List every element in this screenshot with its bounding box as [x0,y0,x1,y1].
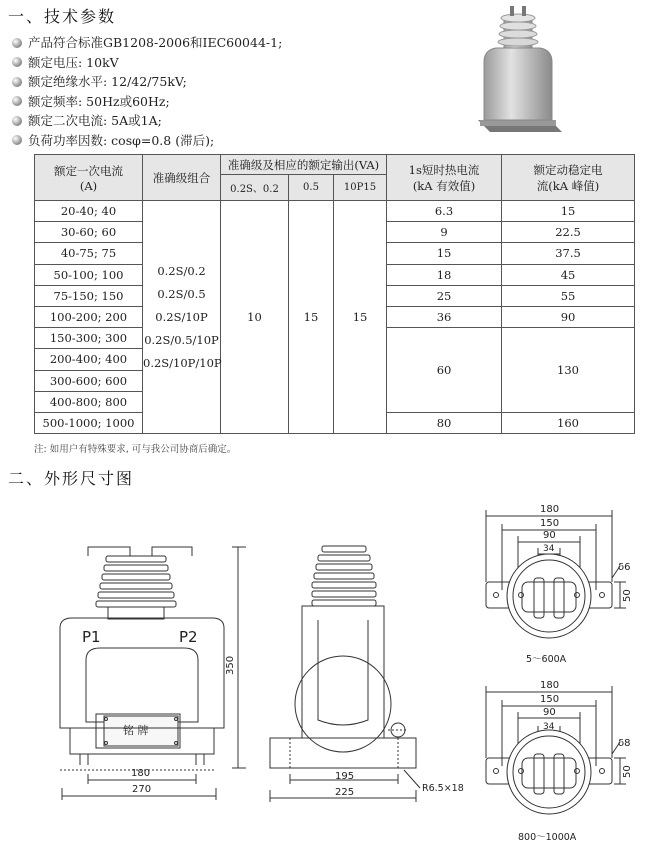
cell-output-10p15: 15 [334,201,387,434]
cell-thermal: 60 [387,328,502,413]
cell-current: 50-100; 100 [35,264,143,285]
header-dynamic: 额定动稳定电 流(kA 峰值) [502,155,635,201]
top1-dim-150: 150 [540,518,560,529]
cell-current: 300-600; 600 [35,370,143,391]
cell-dynamic: 55 [502,285,635,306]
cell-dynamic: 160 [502,412,635,433]
p1-label: P1 [82,628,101,646]
spec-item: 额定电压: 10kV [12,53,282,73]
top1-dim-180: 180 [540,504,560,515]
header-thermal: 1s短时热电流 (kA 有效值) [387,155,502,201]
dim-350: 350 [225,655,236,675]
cell-dynamic: 22.5 [502,222,635,243]
cell-dynamic: 15 [502,201,635,222]
dimension-drawing [0,490,645,856]
cell-thermal: 6.3 [387,201,502,222]
spec-item: 额定绝缘水平: 12/42/75kV; [12,72,282,92]
cell-current: 75-150; 150 [35,285,143,306]
bullet-icon [12,135,22,145]
cell-dynamic: 45 [502,264,635,285]
section-title-specs: 一、技术参数 [8,7,117,26]
spec-list [12,33,282,150]
top-view-600a [486,510,626,638]
cell-current: 500-1000; 1000 [35,412,143,433]
cell-current: 20-40; 40 [35,201,143,222]
spec-item: 负荷功率因数: cosφ=0.8 (滞后); [12,131,282,151]
spec-item: 额定二次电流: 5A或1A; [12,111,282,131]
bullet-icon [12,77,22,87]
bullet-icon [12,96,22,106]
nameplate-label: 铭 牌 [123,724,149,737]
top2-dim-50: 50 [622,765,633,778]
table-note: 注: 如用户有特殊要求, 可与我公司协商后确定。 [34,444,237,455]
top2-thickness: δ8 [618,738,631,749]
cell-current: 150-300; 300 [35,328,143,349]
cell-dynamic: 90 [502,306,635,327]
cell-thermal: 25 [387,285,502,306]
subheader-10p15: 10P15 [334,175,387,201]
cell-dynamic: 130 [502,328,635,413]
cell-current: 30-60; 60 [35,222,143,243]
cell-thermal: 15 [387,243,502,264]
cell-current: 400-800; 800 [35,391,143,412]
dim-225: 225 [335,787,355,798]
side-view [270,546,416,768]
dim-180: 180 [131,768,151,779]
bullet-icon [12,57,22,67]
caption-600a: 5～600A [526,654,567,665]
top1-thickness: δ6 [618,562,631,573]
section-title-drawing: 二、外形尺寸图 [8,469,135,488]
header-combo: 准确级组合 [143,155,221,201]
top2-dim-180: 180 [540,680,560,691]
bullet-icon [12,116,22,126]
cell-current: 40-75; 75 [35,243,143,264]
cell-current: 100-200; 200 [35,306,143,327]
bullet-icon [12,38,22,48]
hole-dim: R6.5×18 [422,783,464,794]
top2-dim-90: 90 [543,707,556,718]
top2-dim-34: 34 [543,722,555,732]
transformer-photo [470,2,570,142]
cell-thermal: 36 [387,306,502,327]
cell-thermal: 18 [387,264,502,285]
table-row [35,201,635,222]
cell-thermal: 9 [387,222,502,243]
cell-output-05: 15 [289,201,334,434]
top1-dim-50: 50 [622,589,633,602]
dim-195: 195 [335,771,355,782]
top-view-1000a [486,686,626,814]
subheader-05: 0.5 [289,175,334,201]
p2-label: P2 [179,628,198,646]
cell-thermal: 80 [387,412,502,433]
header-current: 额定一次电流 (A) [35,155,143,201]
header-output: 准确级及相应的额定输出(VA) [221,155,387,175]
cell-dynamic: 37.5 [502,243,635,264]
cell-output-02s: 10 [221,201,289,434]
spec-item: 额定频率: 50Hz或60Hz; [12,92,282,112]
subheader-02s: 0.2S、0.2 [221,175,289,201]
caption-1000a: 800～1000A [518,832,577,843]
cell-combos: 0.2S/0.2 0.2S/0.5 0.2S/10P 0.2S/0.5/10P 0.2S/10P/10P [143,201,221,434]
top1-dim-34: 34 [543,544,555,554]
cell-current: 200-400; 400 [35,349,143,370]
top2-dim-150: 150 [540,694,560,705]
top1-dim-90: 90 [543,530,556,541]
table-header-row [35,155,635,175]
spec-table [34,154,635,434]
spec-item: 产品符合标准GB1208-2006和IEC60044-1; [12,33,282,53]
dim-270: 270 [132,784,152,795]
